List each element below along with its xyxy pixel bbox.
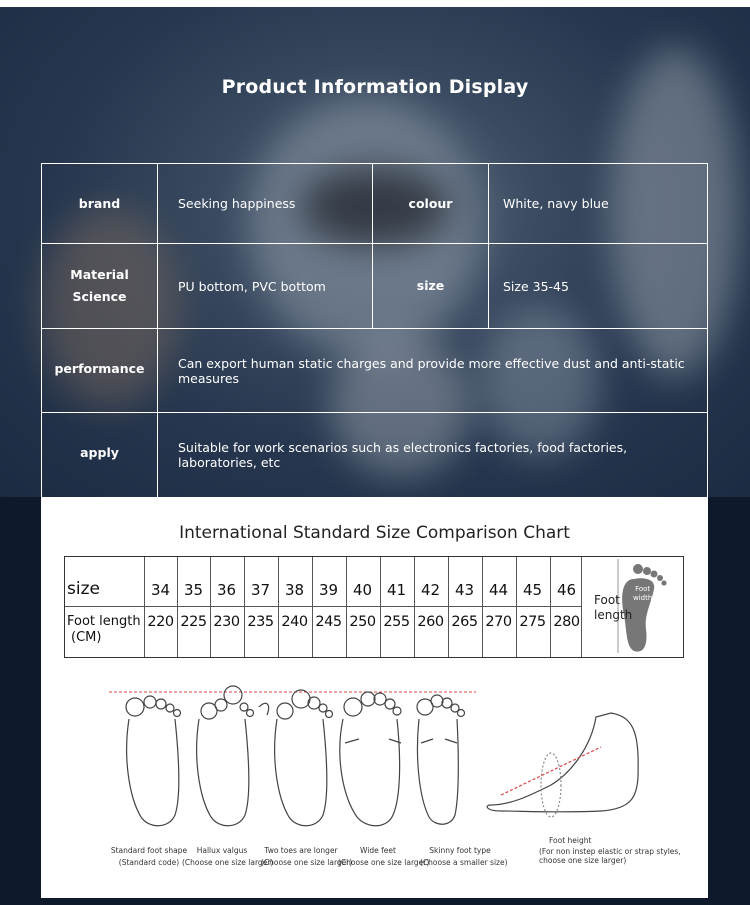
foot-type-caption <box>109 845 189 869</box>
foot-type-advice: (Choose one size larger) <box>338 858 430 867</box>
apply-value: Suitable for work scenarios such as electronics factories, food factories, laboratories, etc <box>157 412 708 497</box>
size-value: 40 <box>352 581 373 599</box>
column-divider <box>482 557 483 657</box>
foot-length-value: 220 <box>147 614 174 630</box>
column-divider <box>516 557 517 657</box>
size-value: 38 <box>284 581 305 599</box>
foot-length-value: 235 <box>247 614 274 630</box>
column-divider <box>414 557 415 657</box>
foot-length-value: 280 <box>553 614 580 630</box>
material-value: PU bottom, PVC bottom <box>157 243 373 329</box>
column-divider <box>278 557 279 657</box>
foot-type-advice: (Choose one size larger) <box>261 858 353 867</box>
column-divider <box>210 557 211 657</box>
size-value: 37 <box>250 581 271 599</box>
size-label: size <box>372 243 489 329</box>
foot-height-note <box>539 847 681 865</box>
length-row-label <box>67 614 141 646</box>
foot-length-value: 260 <box>417 614 444 630</box>
foot-type-name: Wide feet <box>360 846 396 855</box>
foot-length-value: 265 <box>451 614 478 630</box>
foot-length-value: 240 <box>281 614 308 630</box>
size-value: 45 <box>522 581 543 599</box>
brand-value: Seeking happiness <box>157 163 373 244</box>
foot-type-caption <box>338 845 430 869</box>
colour-value: White, navy blue <box>488 163 708 244</box>
column-divider <box>144 557 145 657</box>
column-divider <box>380 557 381 657</box>
size-value: 35 <box>183 581 204 599</box>
foot-diagram <box>582 557 683 657</box>
size-chart-title: International Standard Size Comparison Chart <box>179 523 570 543</box>
foot-length-value: 250 <box>349 614 376 630</box>
foot-type-caption <box>420 845 508 869</box>
size-value: 36 <box>216 581 237 599</box>
column-divider <box>312 557 313 657</box>
top-border <box>0 0 750 7</box>
foot-type-advice: (Choose a smaller size) <box>420 858 508 867</box>
material-label-line1: Material <box>70 267 129 282</box>
apply-label: apply <box>41 412 158 497</box>
column-divider <box>177 557 178 657</box>
foot-type-caption <box>261 845 353 869</box>
foot-type-name: Two toes are longer <box>264 846 338 855</box>
foot-width-label-line1: Foot <box>635 585 651 593</box>
foot-length-value: 275 <box>519 614 546 630</box>
size-value: 42 <box>420 581 441 599</box>
material-label-line2: Science <box>72 289 127 304</box>
foot-type-name: Standard foot shape <box>110 846 188 855</box>
size-value: 39 <box>318 581 339 599</box>
size-value: 34 <box>150 581 171 599</box>
foot-type-name: Hallux valgus <box>196 846 248 855</box>
size-value: Size 35-45 <box>488 243 708 329</box>
colour-label: colour <box>372 163 489 244</box>
size-comparison-panel <box>41 497 708 898</box>
foot-type-advice: (Choose one size larger) <box>182 858 274 867</box>
foot-length-value: 245 <box>315 614 342 630</box>
foot-length-label <box>594 593 632 623</box>
performance-label: performance <box>41 328 158 413</box>
brand-label: brand <box>41 163 158 244</box>
performance-value: Can export human static charges and provide more effective dust and anti-static measures <box>157 328 708 413</box>
foot-types-illustration <box>41 677 708 837</box>
length-row-label-line2: (CM) <box>71 630 102 645</box>
column-divider <box>244 557 245 657</box>
length-row-label-line1: Foot length <box>67 614 141 629</box>
row-divider <box>65 606 581 607</box>
material-label <box>41 243 158 329</box>
size-table <box>64 556 684 658</box>
page-title: Product Information Display <box>221 76 529 98</box>
column-divider <box>550 557 551 657</box>
foot-height-note-line1: (For non instep elastic or strap styles, <box>539 847 681 856</box>
foot-length-value: 230 <box>213 614 240 630</box>
foot-length-label-line2: length <box>594 608 633 622</box>
size-value: 41 <box>386 581 407 599</box>
foot-height-label: Foot height <box>549 836 592 845</box>
size-row-label: size <box>67 579 100 599</box>
foot-type-name: Skinny foot type <box>429 846 491 855</box>
column-divider <box>346 557 347 657</box>
foot-height-note-line2: choose one size larger) <box>539 856 627 865</box>
foot-width-label <box>633 585 652 603</box>
product-info-table <box>41 163 708 497</box>
size-value: 43 <box>454 581 475 599</box>
foot-type-advice: (Standard code) <box>118 858 180 867</box>
size-value: 46 <box>556 581 577 599</box>
foot-type-caption <box>182 845 274 869</box>
foot-length-value: 225 <box>180 614 207 630</box>
foot-length-value: 255 <box>383 614 410 630</box>
column-divider <box>448 557 449 657</box>
foot-width-label-line2: width <box>633 594 653 602</box>
foot-length-label-line1: Foot <box>594 593 620 607</box>
foot-length-value: 270 <box>485 614 512 630</box>
size-value: 44 <box>488 581 509 599</box>
